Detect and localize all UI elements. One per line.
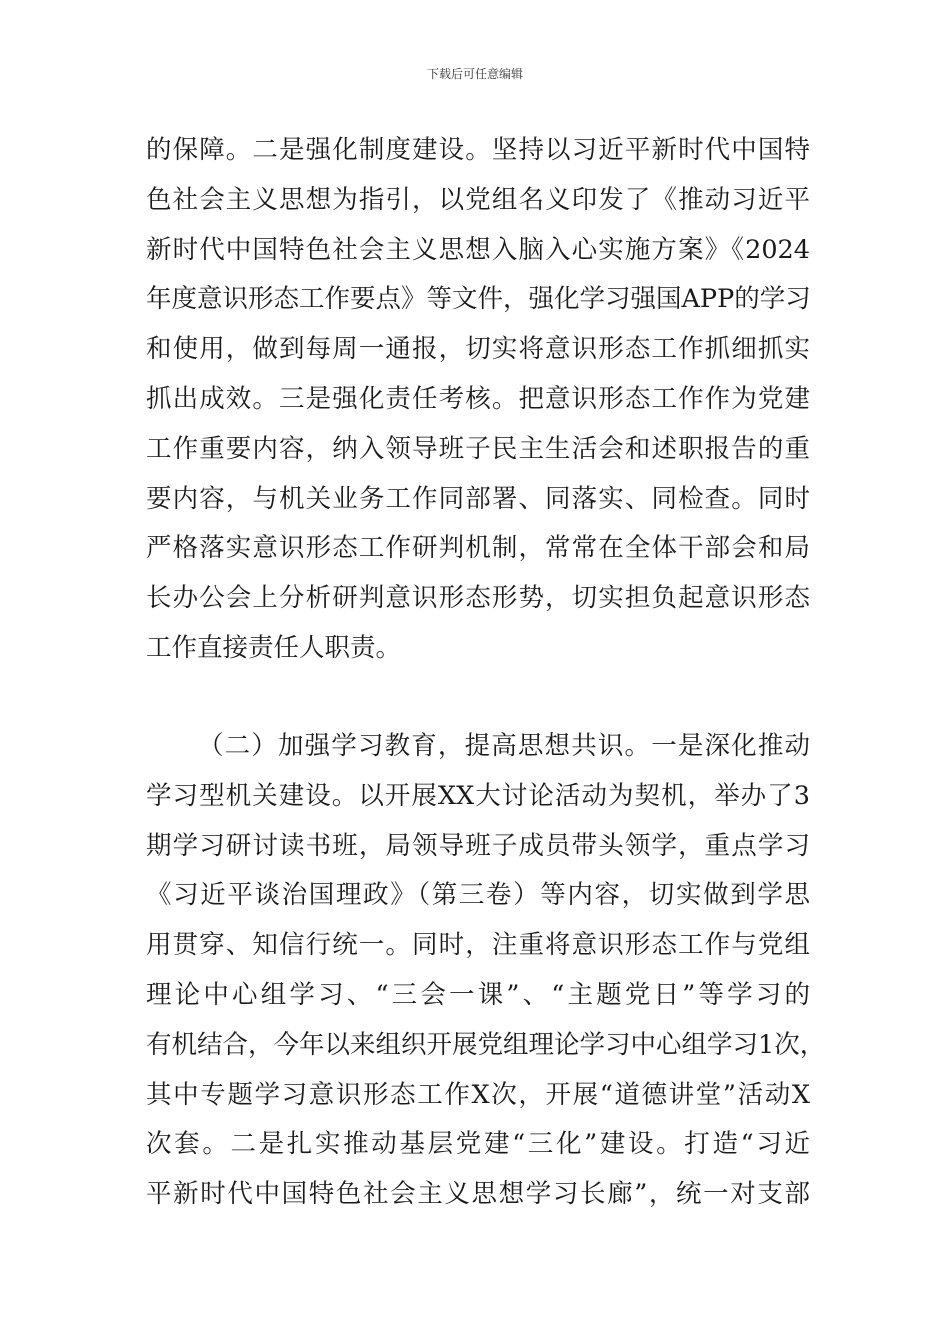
text-line: 平新时代中国特色社会主义思想学习长廊”，统一对支部 — [146, 1179, 810, 1210]
text-line: 《习近平谈治国理政》（第三卷）等内容，切实做到学思 — [146, 880, 810, 911]
text-line: 新时代中国特色社会主义思想入脑入心实施方案》《2024 — [146, 234, 810, 265]
text-line: 学习型机关建设。以开展XX大讨论活动为契机，举办了3 — [146, 780, 810, 811]
text-line: 次套。二是扎实推动基层党建“三化”建设。打造“习近 — [146, 1129, 810, 1160]
page-header: 下载后可任意编辑 — [426, 67, 523, 81]
text-line: （二）加强学习教育，提高思想共识。一是深化推动 — [198, 731, 810, 761]
paragraph-2 — [146, 722, 826, 1220]
text-line: 年度意识形态工作要点》等文件，强化学习强国APP的学习 — [146, 284, 811, 315]
text-line: 和使用，做到每周一通报，切实将意识形态工作抓细抓实 — [146, 334, 810, 365]
text-line: 要内容，与机关业务工作同部署、同落实、同检查。同时 — [146, 483, 810, 514]
text-line: 抓出成效。三是强化责任考核。把意识形态工作作为党建 — [146, 383, 810, 414]
text-line: 长办公会上分析研判意识形态形势，切实担负起意识形态 — [146, 583, 810, 614]
paragraph-1 — [146, 126, 810, 674]
text-line: 用贯穿、知信行统一。同时，注重将意识形态工作与党组 — [146, 930, 810, 961]
text-line: 色社会主义思想为指引，以党组名义印发了《推动习近平 — [146, 184, 810, 215]
text-line: 工作重要内容，纳入领导班子民主生活会和述职报告的重 — [146, 433, 810, 464]
text-line: 理论中心组学习、“三会一课”、“主题党日”等学习的 — [146, 979, 810, 1010]
text-line: 工作直接责任人职责。 — [146, 632, 402, 663]
text-line: 其中专题学习意识形态工作X次，开展“道德讲堂”活动X — [146, 1079, 810, 1110]
text-line: 严格落实意识形态工作研判机制，常常在全体干部会和局 — [146, 533, 810, 564]
text-line: 期学习研讨读书班，局领导班子成员带头领学，重点学习 — [146, 830, 810, 861]
text-line: 有机结合，今年以来组织开展党组理论学习中心组学习1次， — [146, 1029, 826, 1060]
text-line: 的保障。二是强化制度建设。坚持以习近平新时代中国特 — [146, 135, 810, 165]
